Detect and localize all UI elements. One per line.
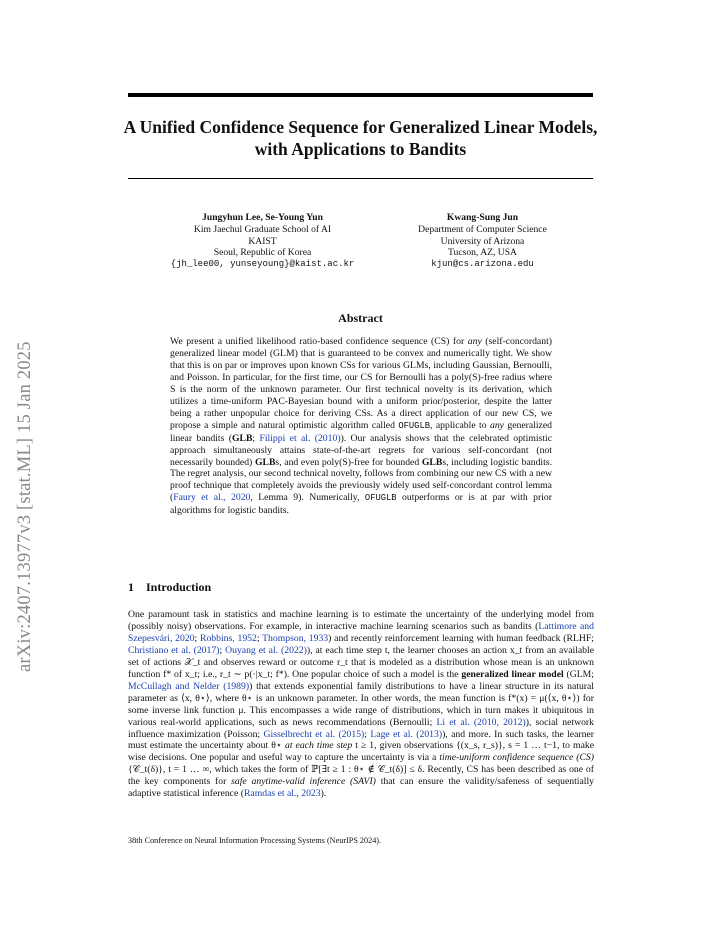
title-rule-bottom bbox=[128, 178, 593, 179]
author-email: kjun@cs.arizona.edu bbox=[431, 259, 534, 270]
intro-bold-term: generalized linear model bbox=[461, 668, 564, 680]
abstract-text: outperforms or is at par with prior algorithms for logistic bandits. bbox=[170, 492, 552, 517]
conference-footnote: 38th Conference on Neural Information Processing Systems (NeurIPS 2024). bbox=[128, 836, 382, 845]
intro-text: (GLM; bbox=[563, 668, 594, 680]
abstract-text: ; bbox=[252, 432, 260, 444]
author-block-arizona bbox=[390, 212, 575, 271]
abstract-text: ). Our analysis shows that the celebrated optimistic approach simultaneously attains state-of-the-art regrets for various self-concordant (not necessarily bounded) bbox=[170, 432, 552, 468]
citation-link[interactable]: Ouyang et al. (2022) bbox=[225, 644, 307, 656]
author-block-kaist bbox=[140, 212, 385, 271]
introduction-paragraph bbox=[128, 609, 594, 800]
intro-text: ; bbox=[364, 728, 371, 740]
intro-text: ), at each time step t, the learner chooses an action x_t from an available set of actions 𝒳_t and observes reward or outcome r_t that is modeled as a distribution whose mean is an unknown function f* of x_t; i.e., r_t ∼ p(·|x_t; f*). One popular choice of such a model is the bbox=[128, 644, 595, 680]
citation-link[interactable]: Gisselbrecht et al. (2015) bbox=[263, 728, 365, 740]
citation-link[interactable]: Faury et al., 2020 bbox=[173, 492, 251, 504]
citation-link[interactable]: Lage et al. (2013) bbox=[370, 728, 443, 740]
author-email: {jh_lee00, yunseyoung}@kaist.ac.kr bbox=[170, 259, 355, 270]
citation-link[interactable]: Filippi et al. (2010) bbox=[259, 432, 341, 444]
intro-text: t ≥ 1, given observations {(x_s, r_s)}, s = 1 … t−1, to make wise decisions. One popular and useful way to capture the uncertainty is via a bbox=[128, 740, 595, 764]
abstract-text: , applicable to bbox=[430, 419, 490, 431]
intro-text: {𝒞_t(δ)}, t = 1 … ∞, which takes the form of ℙ[∃t ≥ 1 : θ⋆ ∉ 𝒞_t(δ)] ≤ δ. Recently, CS has been described as one of the key components for bbox=[128, 764, 594, 788]
intro-text: ), social network influence maximization (Poisson; bbox=[128, 716, 594, 740]
abstract-heading: Abstract bbox=[338, 311, 383, 325]
affiliation-line: KAIST bbox=[248, 235, 277, 247]
intro-text: that can ensure the validity/safeness of sequentially adaptive statistical inference ( bbox=[128, 776, 595, 800]
section-title: Introduction bbox=[146, 580, 212, 594]
citation-link[interactable]: Thompson, 1933 bbox=[262, 632, 329, 644]
intro-emphasis: time-uniform confidence sequence (CS) bbox=[439, 752, 595, 764]
glb-term: GLB bbox=[231, 432, 253, 444]
citation-link[interactable]: Robbins, 1952 bbox=[200, 632, 257, 644]
citation-link[interactable]: Li et al. (2010, 2012) bbox=[436, 716, 526, 728]
intro-text: ; bbox=[256, 632, 263, 644]
citation-link[interactable]: Lattimore and Szepesvári, 2020 bbox=[128, 620, 594, 644]
affiliation-line: Kim Jaechul Graduate School of AI bbox=[193, 223, 332, 235]
glb-term: GLB bbox=[421, 456, 443, 468]
intro-emphasis: safe anytime-valid inference (SAVI) bbox=[231, 776, 376, 788]
affiliation-line: Seoul, Republic of Korea bbox=[213, 247, 312, 259]
abstract-emphasis: any bbox=[467, 336, 482, 347]
intro-text: ) that extends exponential family distributions to have a linear structure in its natural parameter as ⟨x, θ⋆⟩, where θ⋆ is an unknown parameter. In other words, the mean function is f*(x) = μ(⟨x, θ⋆⟩) for some inverse link function μ. This encompasses a wide range of distributions, which in turn makes it ubiquitous in various real-world applications, such as news recommendations (Bernoulli; bbox=[128, 680, 595, 728]
section-number: 1 bbox=[128, 580, 134, 594]
section-heading bbox=[128, 580, 428, 595]
abstract-text: generalized linear bandits ( bbox=[170, 419, 552, 444]
author-names: Kwang-Sung Jun bbox=[446, 212, 519, 223]
abstract-text: (self-concordant) generalized linear model (GLM) that is guaranteed to be convex and numerically tight. We show that this is on par or improves upon known CSs for various GLMs, including Gaussian, Bernoulli, and Poisson. In particular, for the first time, our CS for Bernoulli has a poly(S)-free radius where S is the norm of the unknown parameter. Our first technical novelty is its derivation, which utilizes a time-uniform PAC-Bayesian bound with a uniform prior/posterior, despite the latter being a rather unpopular choice for deriving CSs. As a direct application of our new CS, we propose a simple and natural optimistic algorithm called bbox=[170, 336, 552, 431]
paper-title: A Unified Confidence Sequence for Generalized Linear Models, with Applications to Bandits bbox=[123, 117, 598, 159]
abstract-text: s, including logistic bandits. The regret analysis, our second technical novelty, follows from combining our new CS with a new proof technique that completely avoids the previously widely used self-concordant control lemma ( bbox=[170, 456, 553, 504]
citation-link[interactable]: Christiano et al. (2017) bbox=[128, 644, 220, 656]
title-rule-top bbox=[128, 93, 593, 97]
algorithm-name: OFUGLB bbox=[398, 420, 431, 431]
author-names: Jungyhun Lee, Se-Young Yun bbox=[202, 212, 323, 223]
citation-link[interactable]: Ramdas et al., 2023 bbox=[243, 788, 321, 800]
arxiv-identifier: arXiv:2407.13977v3 [stat.ML] 15 Jan 2025 bbox=[15, 341, 35, 672]
intro-text: ; bbox=[219, 644, 226, 656]
abstract-body bbox=[170, 336, 552, 517]
affiliation-line: Tucson, AZ, USA bbox=[448, 247, 517, 259]
abstract-text: , Lemma 9). Numerically, bbox=[250, 492, 365, 504]
intro-text: ), and more. In such tasks, the learner must estimate the uncertainty about θ⋆ bbox=[128, 728, 595, 752]
affiliation-line: Department of Computer Science bbox=[418, 223, 547, 235]
intro-text: ; bbox=[194, 632, 200, 644]
intro-text: One paramount task in statistics and machine learning is to estimate the uncertainty of the underlying model from (possibly noisy) observations. For example, in interactive machine learning scenarios such as bandits ( bbox=[128, 609, 594, 632]
intro-text: ) and recently reinforcement learning with human feedback (RLHF; bbox=[328, 632, 594, 644]
glb-term: GLB bbox=[254, 456, 276, 468]
citation-link[interactable]: McCullagh and Nelder (1989) bbox=[128, 680, 250, 692]
abstract-text: We present a unified likelihood ratio-based confidence sequence (CS) for bbox=[170, 336, 468, 347]
intro-emphasis: at each time step bbox=[284, 740, 353, 752]
algorithm-name: OFUGLB bbox=[364, 493, 397, 504]
affiliation-line: University of Arizona bbox=[440, 235, 525, 247]
abstract-text: s, and even poly(S)-free for bounded bbox=[275, 456, 422, 468]
abstract-emphasis: any bbox=[489, 419, 504, 431]
intro-text: ). bbox=[320, 788, 327, 800]
